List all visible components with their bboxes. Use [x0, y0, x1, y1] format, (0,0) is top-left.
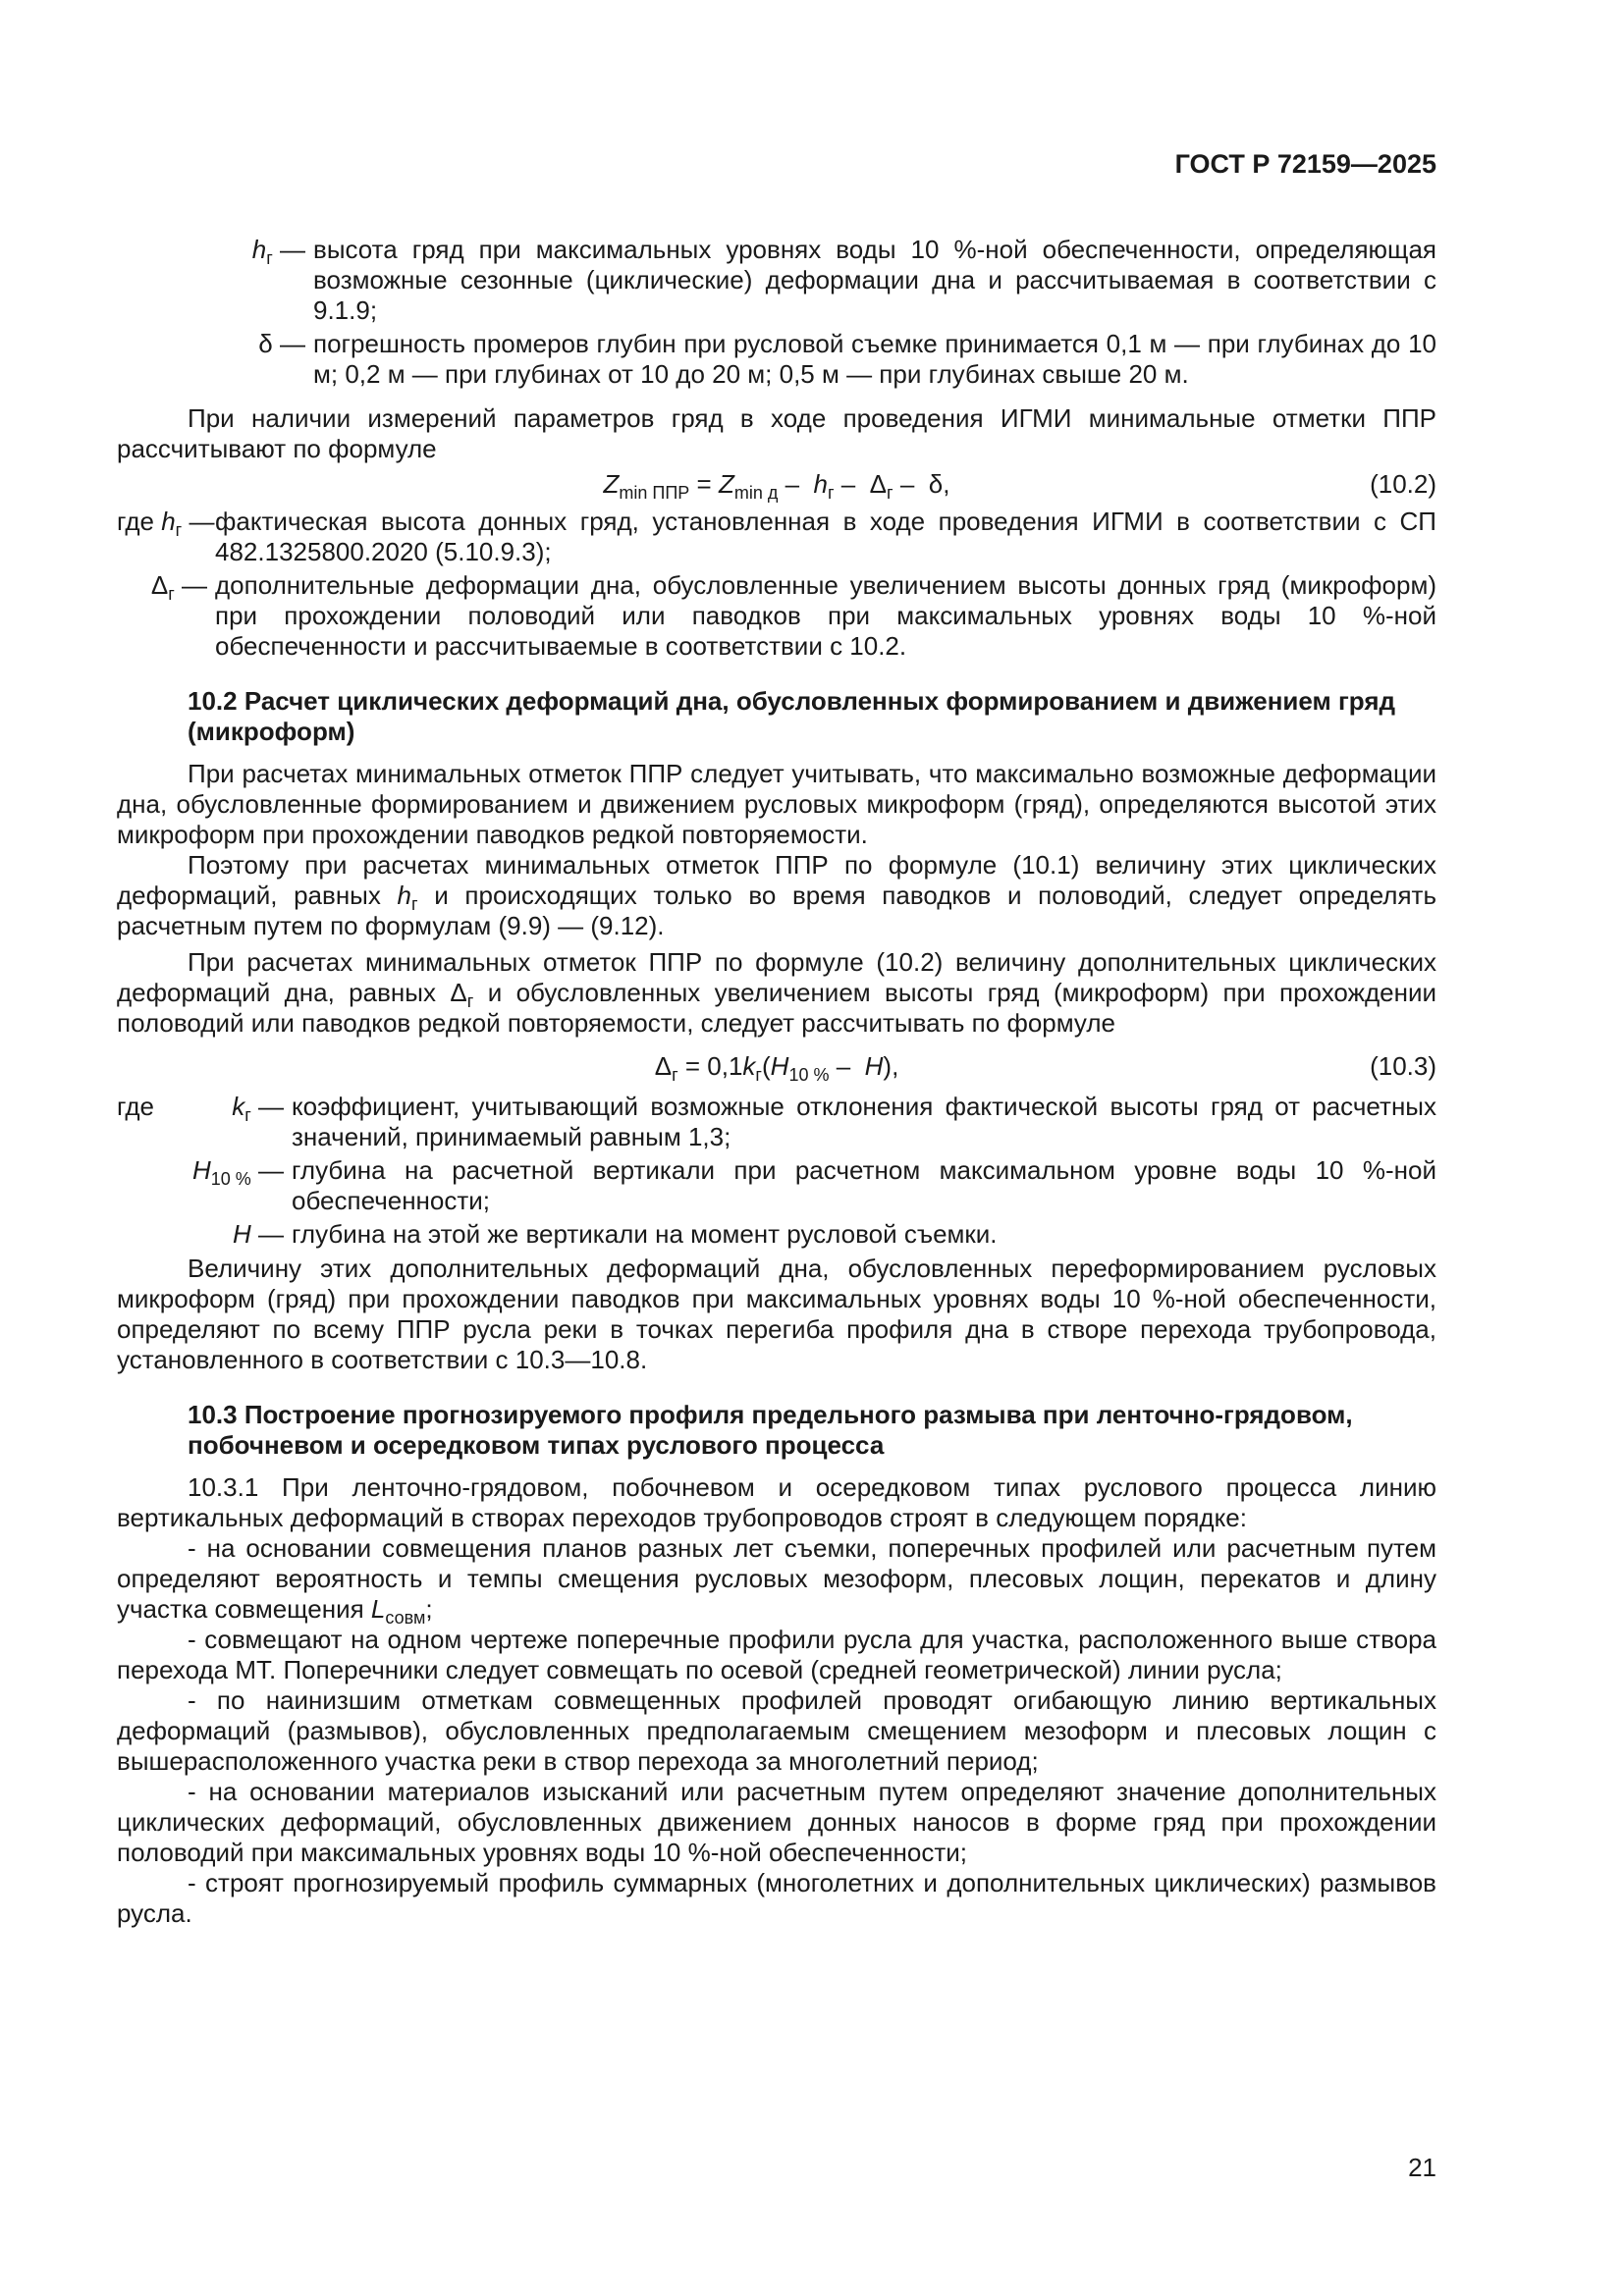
definition-term: где $h_г$ — — [117, 507, 215, 540]
definition-h — [117, 1219, 1436, 1250]
definition-term: $H_{10 \%}$ — — [191, 1155, 284, 1189]
definition-term: $\Delta_г$ — — [150, 570, 207, 604]
formula-number: (10.2) — [1370, 469, 1436, 499]
formula-number: (10.3) — [1370, 1051, 1436, 1081]
definition-text: погрешность промеров глубин при русловой съемке принимается 0,1 м — при глубинах до 10 м; 0,2 м — при глубинах от 10 до 20 м; 0,5 м — при глубинах свыше 20 м. — [313, 329, 1436, 389]
page-number: 21 — [1408, 2153, 1436, 2182]
definition-dr — [117, 570, 1436, 662]
formula-10-3 — [117, 1046, 1436, 1086]
paragraph: Поэтому при расчетах минимальных отметок ППР по формуле (10.1) величину этих циклических деформаций, равных $h_г$ и происходящих только во время паводков и половодий, следует определять расчетным путем по формулам (9.9) — (9.12). — [117, 850, 1436, 940]
definition-hr — [117, 235, 1436, 326]
page-content — [117, 232, 1436, 1929]
formula-expression: $Z_{min ППР} = Z_{min д} - h_г - \Delta_г - \delta$, — [603, 469, 950, 503]
definition-text: глубина на расчетной вертикали при расчетном максимальном уровне воды 10 %-ной обеспеченности; — [292, 1155, 1436, 1215]
definition-h10 — [117, 1155, 1436, 1216]
formula-expression: $\Delta_г = 0,1k_г(H_{10 \%} - H)$, — [654, 1051, 899, 1085]
paragraph: 10.3.1 При ленточно-грядовом, побочневом и осередковом типах руслового процесса линию вертикальных деформаций в створах переходов трубопроводов строят в следующем порядке: — [117, 1472, 1436, 1532]
paragraph: При расчетах минимальных отметок ППР по формуле (10.2) величину дополнительных циклических деформаций дна, равных $\Delta_г$ и обусловленных увеличением высоты гряд (микроформ) при прохождении половодий или паводков редкой повторяемости, следует рассчитывать по формуле — [117, 947, 1437, 1038]
definition-term: δ — — [258, 329, 305, 358]
list-item: - строят прогнозируемый профиль суммарных (многолетних и дополнительных циклических) размывов русла. — [117, 1868, 1436, 1928]
definition-text: фактическая высота донных гряд, установленная в ходе проведения ИГМИ в соответствии с СП 482.1325800.2020 (5.10.9.3); — [215, 507, 1436, 566]
list-item: - совмещают на одном чертеже поперечные профили русла для участка, расположенного выше створа перехода МТ. Поперечники следует совмещать по осевой (средней геометрической) линии русла; — [117, 1625, 1436, 1684]
paragraph: При наличии измерений параметров гряд в ходе проведения ИГМИ минимальные отметки ППР рассчитывают по формуле — [117, 403, 1436, 463]
definition-delta — [117, 329, 1436, 390]
list-item: - по наинизшим отметкам совмещенных профилей проводят огибающую линию вертикальных деформаций (размывов), обусловленных предполагаемым смещением мезоформ и плесовых лощин с вышерасположенного участка реки в створ перехода за многолетний период; — [117, 1685, 1436, 1776]
section-heading-10-2: 10.2 Расчет циклических деформаций дна, обусловленных формированием и движением гряд (микроформ) — [188, 686, 1396, 746]
definition-text: дополнительные деформации дна, обусловленные увеличением высоты донных гряд (микроформ) при прохождении половодий или паводков при максимальных уровнях воды 10 %-ной обеспеченности и рассчитываемые в соответствии с 10.2. — [215, 570, 1436, 661]
definition-text: коэффициент, учитывающий возможные отклонения фактической высоты гряд от расчетных значений, принимаемый равным 1,3; — [292, 1092, 1436, 1151]
list-item: - на основании материалов изысканий или расчетным путем определяют значение дополнительных циклических деформаций, обусловленных движением донных наносов в форме гряд при прохождении половодий при максимальных уровнях воды 10 %-ной обеспеченности; — [117, 1777, 1436, 1867]
definition-text: высота гряд при максимальных уровнях воды 10 %-ной обеспеченности, определяющая возможные сезонные (циклические) деформации дна и рассчитываемая в соответствии с 9.1.9; — [313, 235, 1436, 325]
definition-term: H — — [232, 1219, 284, 1249]
definition-text: глубина на этой же вертикали на момент русловой съемки. — [292, 1219, 998, 1249]
definition-hr-actual — [117, 507, 1436, 567]
definition-kr — [117, 1092, 1436, 1152]
paragraph: Величину этих дополнительных деформаций дна, обусловленных переформированием русловых микроформ (гряд) при прохождении паводков при максимальных уровнях воды 10 %-ной обеспеченности, определяют по всему ППР русла реки в точках перегиба профиля дна в створе перехода трубопровода, установленного в соответствии с 10.3—10.8. — [117, 1254, 1436, 1374]
list-item: - на основании совмещения планов разных лет съемки, поперечных профилей или расчетным путем определяют вероятность и темпы смещения русловых мезоформ, плесовых лощин, перекатов и длину участка совмещения $L_{совм}$; — [117, 1533, 1436, 1628]
definition-term: где $k_г$ — — [117, 1092, 284, 1125]
definition-term: $h_г$ — — [251, 235, 305, 268]
document-code: ГОСТ Р 72159—2025 — [1174, 149, 1436, 179]
paragraph: При расчетах минимальных отметок ППР следует учитывать, что максимально возможные деформации дна, обусловленные формированием и движением русловых микроформ (гряд), определяются высотой этих микроформ при прохождении паводков редкой повторяемости. — [117, 759, 1436, 849]
section-heading-10-3: 10.3 Построение прогнозируемого профиля предельного размыва при ленточно-грядовом, побочневом и осередковом типах руслового процесса — [188, 1400, 1353, 1460]
formula-10-2 — [117, 464, 1436, 504]
